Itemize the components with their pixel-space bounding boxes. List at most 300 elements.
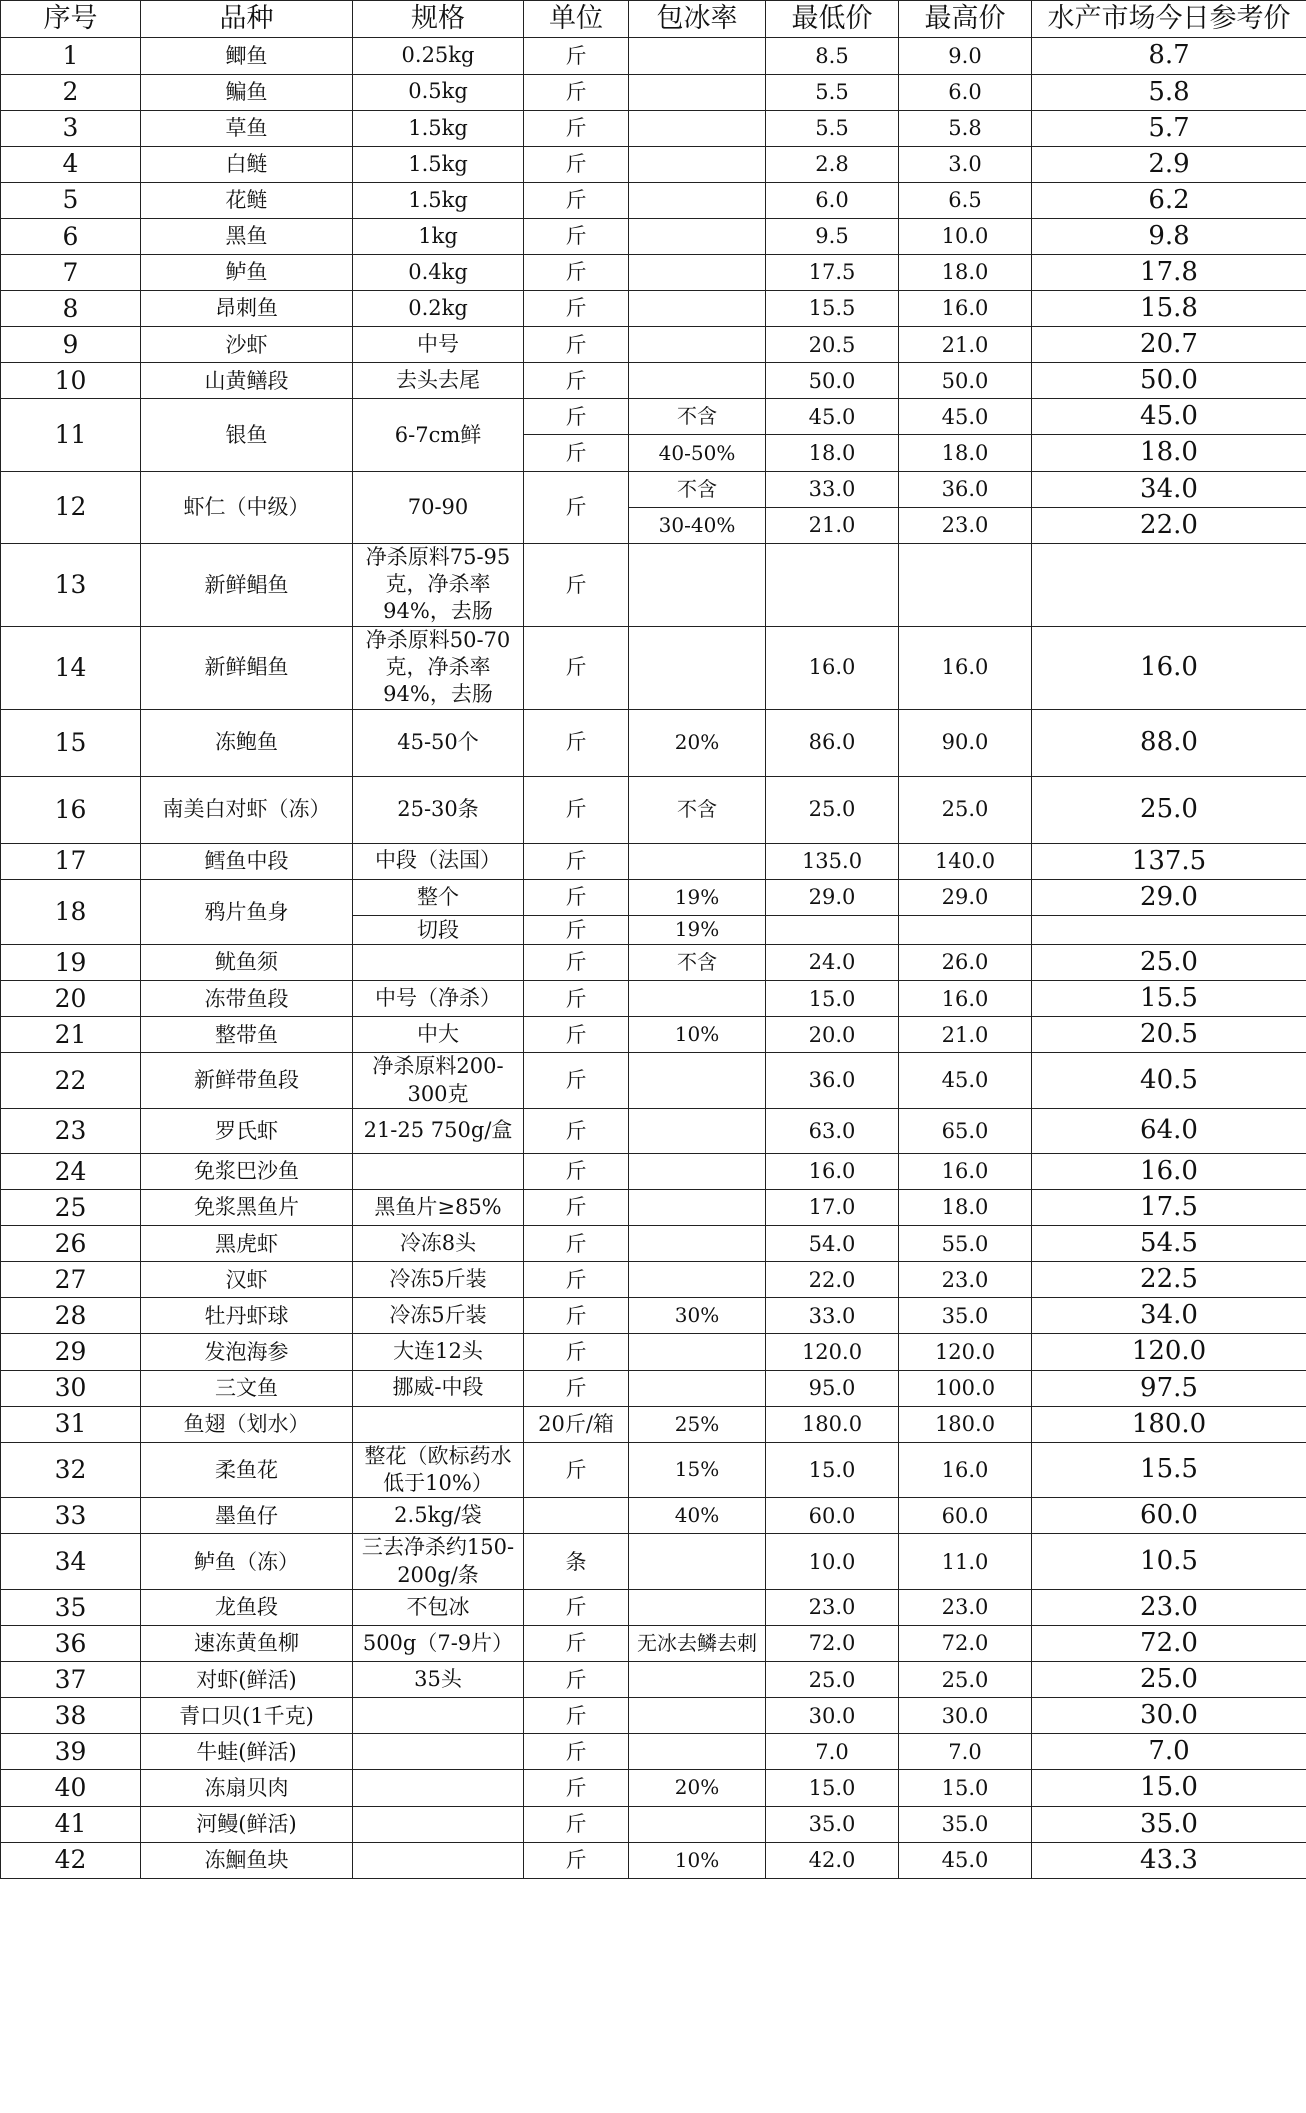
cell-seq: 21 bbox=[1, 1017, 141, 1053]
cell-max: 11.0 bbox=[899, 1534, 1032, 1590]
cell-spec: 中号（净杀） bbox=[353, 981, 524, 1017]
cell-unit: 斤 bbox=[524, 1842, 629, 1878]
cell-unit: 斤 bbox=[524, 709, 629, 776]
cell-min: 22.0 bbox=[766, 1262, 899, 1298]
cell-ice bbox=[629, 1262, 766, 1298]
cell-unit: 斤 bbox=[524, 776, 629, 843]
cell-name: 南美白对虾（冻） bbox=[141, 776, 353, 843]
cell-name: 草鱼 bbox=[141, 110, 353, 146]
cell-ice: 不含 bbox=[629, 471, 766, 507]
table-row bbox=[1, 1442, 1306, 1498]
cell-ref: 45.0 bbox=[1032, 399, 1306, 435]
cell-ref: 25.0 bbox=[1032, 945, 1306, 981]
cell-ref: 40.5 bbox=[1032, 1053, 1306, 1109]
cell-min: 9.5 bbox=[766, 218, 899, 254]
table-row bbox=[1, 1298, 1306, 1334]
table-row bbox=[1, 1370, 1306, 1406]
cell-ice: 20% bbox=[629, 1770, 766, 1806]
cell-seq: 12 bbox=[1, 471, 141, 543]
cell-name: 黑虎虾 bbox=[141, 1226, 353, 1262]
cell-ref: 35.0 bbox=[1032, 1806, 1306, 1842]
header-max: 最高价 bbox=[899, 1, 1032, 38]
cell-ref: 137.5 bbox=[1032, 843, 1306, 879]
table-row bbox=[1, 1226, 1306, 1262]
cell-ref: 97.5 bbox=[1032, 1370, 1306, 1406]
cell-min: 15.0 bbox=[766, 1442, 899, 1498]
table-row bbox=[1, 471, 1306, 507]
cell-spec: 冷冻8头 bbox=[353, 1226, 524, 1262]
table-row bbox=[1, 776, 1306, 843]
table-row bbox=[1, 1770, 1306, 1806]
cell-ref: 60.0 bbox=[1032, 1498, 1306, 1534]
cell-ref: 10.5 bbox=[1032, 1534, 1306, 1590]
cell-seq: 13 bbox=[1, 543, 141, 626]
cell-ref: 72.0 bbox=[1032, 1626, 1306, 1662]
cell-spec: 0.4kg bbox=[353, 255, 524, 291]
cell-unit: 斤 bbox=[524, 1370, 629, 1406]
cell-unit: 斤 bbox=[524, 543, 629, 626]
cell-name: 冻鮰鱼块 bbox=[141, 1842, 353, 1878]
cell-ice bbox=[629, 74, 766, 110]
cell-spec: 35头 bbox=[353, 1662, 524, 1698]
table-row bbox=[1, 1698, 1306, 1734]
cell-name: 银鱼 bbox=[141, 399, 353, 471]
cell-ref: 15.5 bbox=[1032, 981, 1306, 1017]
cell-max: 23.0 bbox=[899, 1589, 1032, 1625]
cell-ice bbox=[629, 218, 766, 254]
cell-ice bbox=[629, 1806, 766, 1842]
cell-name: 发泡海参 bbox=[141, 1334, 353, 1370]
cell-ice bbox=[629, 146, 766, 182]
cell-seq: 11 bbox=[1, 399, 141, 471]
cell-unit: 斤 bbox=[524, 915, 629, 944]
cell-unit: 斤 bbox=[524, 1017, 629, 1053]
cell-ice bbox=[629, 1698, 766, 1734]
cell-ice: 30% bbox=[629, 1298, 766, 1334]
cell-min: 180.0 bbox=[766, 1406, 899, 1442]
cell-ice: 无冰去鳞去刺 bbox=[629, 1626, 766, 1662]
cell-ice: 30-40% bbox=[629, 507, 766, 543]
cell-name: 冻扇贝肉 bbox=[141, 1770, 353, 1806]
cell-ice: 20% bbox=[629, 709, 766, 776]
table-row bbox=[1, 218, 1306, 254]
cell-ref: 9.8 bbox=[1032, 218, 1306, 254]
cell-ice: 19% bbox=[629, 915, 766, 944]
cell-max: 100.0 bbox=[899, 1370, 1032, 1406]
cell-name: 鳕鱼中段 bbox=[141, 843, 353, 879]
cell-max: 10.0 bbox=[899, 218, 1032, 254]
cell-min: 20.5 bbox=[766, 327, 899, 363]
cell-unit: 斤 bbox=[524, 1108, 629, 1153]
cell-unit: 斤 bbox=[524, 626, 629, 709]
cell-seq: 24 bbox=[1, 1153, 141, 1189]
cell-ref: 180.0 bbox=[1032, 1406, 1306, 1442]
cell-spec: 黑鱼片≥85% bbox=[353, 1190, 524, 1226]
cell-name: 白鲢 bbox=[141, 146, 353, 182]
cell-max: 6.0 bbox=[899, 74, 1032, 110]
cell-spec: 0.2kg bbox=[353, 291, 524, 327]
cell-spec: 中大 bbox=[353, 1017, 524, 1053]
cell-max: 21.0 bbox=[899, 327, 1032, 363]
cell-spec: 去头去尾 bbox=[353, 363, 524, 399]
cell-unit: 斤 bbox=[524, 1262, 629, 1298]
cell-name: 牛蛙(鲜活) bbox=[141, 1734, 353, 1770]
cell-spec: 冷冻5斤装 bbox=[353, 1298, 524, 1334]
cell-max: 36.0 bbox=[899, 471, 1032, 507]
cell-spec: 1.5kg bbox=[353, 146, 524, 182]
cell-seq: 22 bbox=[1, 1053, 141, 1109]
cell-name: 山黄鳝段 bbox=[141, 363, 353, 399]
cell-name: 冻鲍鱼 bbox=[141, 709, 353, 776]
cell-name: 速冻黄鱼柳 bbox=[141, 1626, 353, 1662]
cell-spec: 挪威-中段 bbox=[353, 1370, 524, 1406]
cell-ice: 25% bbox=[629, 1406, 766, 1442]
cell-unit: 斤 bbox=[524, 435, 629, 471]
cell-ref: 8.7 bbox=[1032, 38, 1306, 74]
cell-spec: 0.5kg bbox=[353, 74, 524, 110]
table-row bbox=[1, 1053, 1306, 1109]
cell-spec: 0.25kg bbox=[353, 38, 524, 74]
cell-max: 45.0 bbox=[899, 1842, 1032, 1878]
cell-spec bbox=[353, 1842, 524, 1878]
cell-seq: 1 bbox=[1, 38, 141, 74]
cell-ref: 43.3 bbox=[1032, 1842, 1306, 1878]
cell-ice bbox=[629, 1190, 766, 1226]
cell-max: 16.0 bbox=[899, 981, 1032, 1017]
cell-unit: 斤 bbox=[524, 879, 629, 915]
cell-unit: 斤 bbox=[524, 945, 629, 981]
cell-ice: 40% bbox=[629, 1498, 766, 1534]
cell-min: 21.0 bbox=[766, 507, 899, 543]
cell-unit: 斤 bbox=[524, 255, 629, 291]
table-row bbox=[1, 1406, 1306, 1442]
cell-max: 55.0 bbox=[899, 1226, 1032, 1262]
cell-unit: 斤 bbox=[524, 74, 629, 110]
cell-spec bbox=[353, 1406, 524, 1442]
cell-ref: 6.2 bbox=[1032, 182, 1306, 218]
cell-spec: 冷冻5斤装 bbox=[353, 1262, 524, 1298]
cell-unit: 斤 bbox=[524, 182, 629, 218]
cell-ref: 15.0 bbox=[1032, 1770, 1306, 1806]
cell-min: 42.0 bbox=[766, 1842, 899, 1878]
header-name: 品种 bbox=[141, 1, 353, 38]
cell-unit: 20斤/箱 bbox=[524, 1406, 629, 1442]
cell-max: 6.5 bbox=[899, 182, 1032, 218]
cell-min: 18.0 bbox=[766, 435, 899, 471]
cell-max: 25.0 bbox=[899, 776, 1032, 843]
cell-min: 60.0 bbox=[766, 1498, 899, 1534]
table-row bbox=[1, 1806, 1306, 1842]
cell-max: 120.0 bbox=[899, 1334, 1032, 1370]
cell-unit: 斤 bbox=[524, 1053, 629, 1109]
cell-unit: 斤 bbox=[524, 1662, 629, 1698]
cell-spec bbox=[353, 1770, 524, 1806]
cell-name: 三文鱼 bbox=[141, 1370, 353, 1406]
cell-min: 24.0 bbox=[766, 945, 899, 981]
table-row bbox=[1, 1017, 1306, 1053]
table-row bbox=[1, 1589, 1306, 1625]
cell-min: 16.0 bbox=[766, 1153, 899, 1189]
cell-name: 免浆巴沙鱼 bbox=[141, 1153, 353, 1189]
cell-ref: 18.0 bbox=[1032, 435, 1306, 471]
cell-unit: 斤 bbox=[524, 1190, 629, 1226]
cell-ref: 5.8 bbox=[1032, 74, 1306, 110]
cell-seq: 15 bbox=[1, 709, 141, 776]
cell-spec: 中号 bbox=[353, 327, 524, 363]
cell-seq: 17 bbox=[1, 843, 141, 879]
cell-unit: 斤 bbox=[524, 110, 629, 146]
cell-min: 5.5 bbox=[766, 110, 899, 146]
header-seq: 序号 bbox=[1, 1, 141, 38]
cell-ice: 不含 bbox=[629, 399, 766, 435]
cell-ref: 64.0 bbox=[1032, 1108, 1306, 1153]
cell-max: 72.0 bbox=[899, 1626, 1032, 1662]
cell-unit: 斤 bbox=[524, 1626, 629, 1662]
cell-ice bbox=[629, 1534, 766, 1590]
cell-max: 23.0 bbox=[899, 507, 1032, 543]
cell-unit: 斤 bbox=[524, 1153, 629, 1189]
cell-ref bbox=[1032, 543, 1306, 626]
cell-spec: 25-30条 bbox=[353, 776, 524, 843]
cell-seq: 41 bbox=[1, 1806, 141, 1842]
cell-seq: 39 bbox=[1, 1734, 141, 1770]
cell-min: 25.0 bbox=[766, 776, 899, 843]
cell-unit: 斤 bbox=[524, 1298, 629, 1334]
cell-min: 33.0 bbox=[766, 471, 899, 507]
cell-unit: 斤 bbox=[524, 146, 629, 182]
cell-seq: 2 bbox=[1, 74, 141, 110]
cell-seq: 14 bbox=[1, 626, 141, 709]
cell-name: 柔鱼花 bbox=[141, 1442, 353, 1498]
cell-seq: 30 bbox=[1, 1370, 141, 1406]
cell-ref: 34.0 bbox=[1032, 1298, 1306, 1334]
cell-seq: 23 bbox=[1, 1108, 141, 1153]
table-row bbox=[1, 1626, 1306, 1662]
cell-ice bbox=[629, 1370, 766, 1406]
cell-min bbox=[766, 915, 899, 944]
header-unit: 单位 bbox=[524, 1, 629, 38]
cell-name: 青口贝(1千克) bbox=[141, 1698, 353, 1734]
cell-max: 90.0 bbox=[899, 709, 1032, 776]
cell-max: 50.0 bbox=[899, 363, 1032, 399]
cell-name: 墨鱼仔 bbox=[141, 1498, 353, 1534]
cell-max: 45.0 bbox=[899, 1053, 1032, 1109]
cell-min: 72.0 bbox=[766, 1626, 899, 1662]
cell-unit: 斤 bbox=[524, 1770, 629, 1806]
cell-ref: 25.0 bbox=[1032, 776, 1306, 843]
cell-ref: 50.0 bbox=[1032, 363, 1306, 399]
cell-min: 30.0 bbox=[766, 1698, 899, 1734]
cell-min: 54.0 bbox=[766, 1226, 899, 1262]
table-row bbox=[1, 543, 1306, 626]
cell-spec: 1kg bbox=[353, 218, 524, 254]
cell-min: 10.0 bbox=[766, 1534, 899, 1590]
cell-ice bbox=[629, 1334, 766, 1370]
cell-ref: 29.0 bbox=[1032, 879, 1306, 915]
cell-name: 河鳗(鲜活) bbox=[141, 1806, 353, 1842]
cell-max: 140.0 bbox=[899, 843, 1032, 879]
cell-max: 16.0 bbox=[899, 1153, 1032, 1189]
cell-ref: 15.8 bbox=[1032, 291, 1306, 327]
cell-ice: 10% bbox=[629, 1842, 766, 1878]
cell-seq: 34 bbox=[1, 1534, 141, 1590]
cell-name: 鱼翅（划水） bbox=[141, 1406, 353, 1442]
cell-name: 冻带鱼段 bbox=[141, 981, 353, 1017]
cell-max: 35.0 bbox=[899, 1806, 1032, 1842]
cell-seq: 9 bbox=[1, 327, 141, 363]
cell-unit: 斤 bbox=[524, 218, 629, 254]
cell-max: 60.0 bbox=[899, 1498, 1032, 1534]
cell-spec: 整个 bbox=[353, 879, 524, 915]
cell-spec: 净杀原料75-95克，净杀率94%，去肠 bbox=[353, 543, 524, 626]
cell-min: 86.0 bbox=[766, 709, 899, 776]
cell-ref: 23.0 bbox=[1032, 1589, 1306, 1625]
cell-max: 25.0 bbox=[899, 1662, 1032, 1698]
cell-min: 17.5 bbox=[766, 255, 899, 291]
cell-spec: 21-25 750g/盒 bbox=[353, 1108, 524, 1153]
table-row bbox=[1, 146, 1306, 182]
cell-max: 16.0 bbox=[899, 1442, 1032, 1498]
header-min: 最低价 bbox=[766, 1, 899, 38]
cell-ref: 25.0 bbox=[1032, 1662, 1306, 1698]
cell-min: 20.0 bbox=[766, 1017, 899, 1053]
cell-min: 15.0 bbox=[766, 1770, 899, 1806]
cell-ice bbox=[629, 1226, 766, 1262]
cell-seq: 18 bbox=[1, 879, 141, 944]
cell-ref: 88.0 bbox=[1032, 709, 1306, 776]
cell-spec: 500g（7-9片） bbox=[353, 1626, 524, 1662]
cell-ice bbox=[629, 363, 766, 399]
table-row bbox=[1, 291, 1306, 327]
cell-seq: 5 bbox=[1, 182, 141, 218]
cell-spec: 中段（法国） bbox=[353, 843, 524, 879]
cell-max: 7.0 bbox=[899, 1734, 1032, 1770]
cell-name: 花鲢 bbox=[141, 182, 353, 218]
cell-ice: 40-50% bbox=[629, 435, 766, 471]
cell-ice bbox=[629, 981, 766, 1017]
cell-ice bbox=[629, 291, 766, 327]
cell-spec: 1.5kg bbox=[353, 110, 524, 146]
cell-ice bbox=[629, 1053, 766, 1109]
cell-spec: 1.5kg bbox=[353, 182, 524, 218]
cell-unit: 斤 bbox=[524, 1806, 629, 1842]
cell-max: 9.0 bbox=[899, 38, 1032, 74]
cell-name: 鱿鱼须 bbox=[141, 945, 353, 981]
cell-ref: 22.0 bbox=[1032, 507, 1306, 543]
cell-ref: 17.5 bbox=[1032, 1190, 1306, 1226]
cell-spec bbox=[353, 1153, 524, 1189]
cell-min: 135.0 bbox=[766, 843, 899, 879]
cell-max: 15.0 bbox=[899, 1770, 1032, 1806]
cell-name: 免浆黑鱼片 bbox=[141, 1190, 353, 1226]
cell-seq: 8 bbox=[1, 291, 141, 327]
cell-min: 120.0 bbox=[766, 1334, 899, 1370]
cell-ref: 20.5 bbox=[1032, 1017, 1306, 1053]
cell-seq: 28 bbox=[1, 1298, 141, 1334]
cell-ice bbox=[629, 626, 766, 709]
cell-ref: 30.0 bbox=[1032, 1698, 1306, 1734]
cell-name: 汉虾 bbox=[141, 1262, 353, 1298]
cell-ice bbox=[629, 1662, 766, 1698]
cell-unit: 斤 bbox=[524, 1734, 629, 1770]
cell-min: 29.0 bbox=[766, 879, 899, 915]
cell-ref: 7.0 bbox=[1032, 1734, 1306, 1770]
cell-seq: 40 bbox=[1, 1770, 141, 1806]
cell-seq: 7 bbox=[1, 255, 141, 291]
cell-min: 17.0 bbox=[766, 1190, 899, 1226]
cell-seq: 36 bbox=[1, 1626, 141, 1662]
table-row bbox=[1, 626, 1306, 709]
cell-min: 50.0 bbox=[766, 363, 899, 399]
table-row bbox=[1, 843, 1306, 879]
cell-spec: 三去净杀约150-200g/条 bbox=[353, 1534, 524, 1590]
table-row bbox=[1, 363, 1306, 399]
table-row bbox=[1, 1153, 1306, 1189]
cell-ref: 54.5 bbox=[1032, 1226, 1306, 1262]
cell-ice: 不含 bbox=[629, 945, 766, 981]
table-row bbox=[1, 327, 1306, 363]
cell-min: 5.5 bbox=[766, 74, 899, 110]
cell-seq: 35 bbox=[1, 1589, 141, 1625]
cell-ice bbox=[629, 1153, 766, 1189]
cell-name: 鲫鱼 bbox=[141, 38, 353, 74]
cell-name: 新鲜带鱼段 bbox=[141, 1053, 353, 1109]
cell-name: 鲈鱼 bbox=[141, 255, 353, 291]
cell-ice: 15% bbox=[629, 1442, 766, 1498]
cell-max: 18.0 bbox=[899, 435, 1032, 471]
cell-spec bbox=[353, 1806, 524, 1842]
cell-seq: 25 bbox=[1, 1190, 141, 1226]
cell-min: 35.0 bbox=[766, 1806, 899, 1842]
cell-unit: 斤 bbox=[524, 981, 629, 1017]
cell-unit: 斤 bbox=[524, 327, 629, 363]
cell-spec: 切段 bbox=[353, 915, 524, 944]
cell-spec: 整花（欧标药水低于10%） bbox=[353, 1442, 524, 1498]
cell-name: 虾仁（中级） bbox=[141, 471, 353, 543]
cell-max: 3.0 bbox=[899, 146, 1032, 182]
cell-seq: 33 bbox=[1, 1498, 141, 1534]
cell-spec bbox=[353, 1734, 524, 1770]
header-ref: 水产市场今日参考价 bbox=[1032, 1, 1306, 38]
cell-ice bbox=[629, 1589, 766, 1625]
cell-ice bbox=[629, 543, 766, 626]
cell-max bbox=[899, 543, 1032, 626]
cell-unit: 斤 bbox=[524, 471, 629, 543]
table-row bbox=[1, 945, 1306, 981]
table-row bbox=[1, 1334, 1306, 1370]
cell-unit: 斤 bbox=[524, 1334, 629, 1370]
cell-min: 15.0 bbox=[766, 981, 899, 1017]
cell-ice: 不含 bbox=[629, 776, 766, 843]
header-spec: 规格 bbox=[353, 1, 524, 38]
cell-min: 2.8 bbox=[766, 146, 899, 182]
cell-ice bbox=[629, 182, 766, 218]
cell-name: 鲈鱼（冻） bbox=[141, 1534, 353, 1590]
cell-seq: 42 bbox=[1, 1842, 141, 1878]
cell-min: 8.5 bbox=[766, 38, 899, 74]
cell-ice: 10% bbox=[629, 1017, 766, 1053]
cell-min: 63.0 bbox=[766, 1108, 899, 1153]
cell-max: 5.8 bbox=[899, 110, 1032, 146]
cell-name: 黑鱼 bbox=[141, 218, 353, 254]
cell-ice bbox=[629, 1108, 766, 1153]
table-row bbox=[1, 709, 1306, 776]
cell-seq: 16 bbox=[1, 776, 141, 843]
cell-max: 21.0 bbox=[899, 1017, 1032, 1053]
cell-seq: 37 bbox=[1, 1662, 141, 1698]
cell-unit: 斤 bbox=[524, 843, 629, 879]
header-ice: 包冰率 bbox=[629, 1, 766, 38]
